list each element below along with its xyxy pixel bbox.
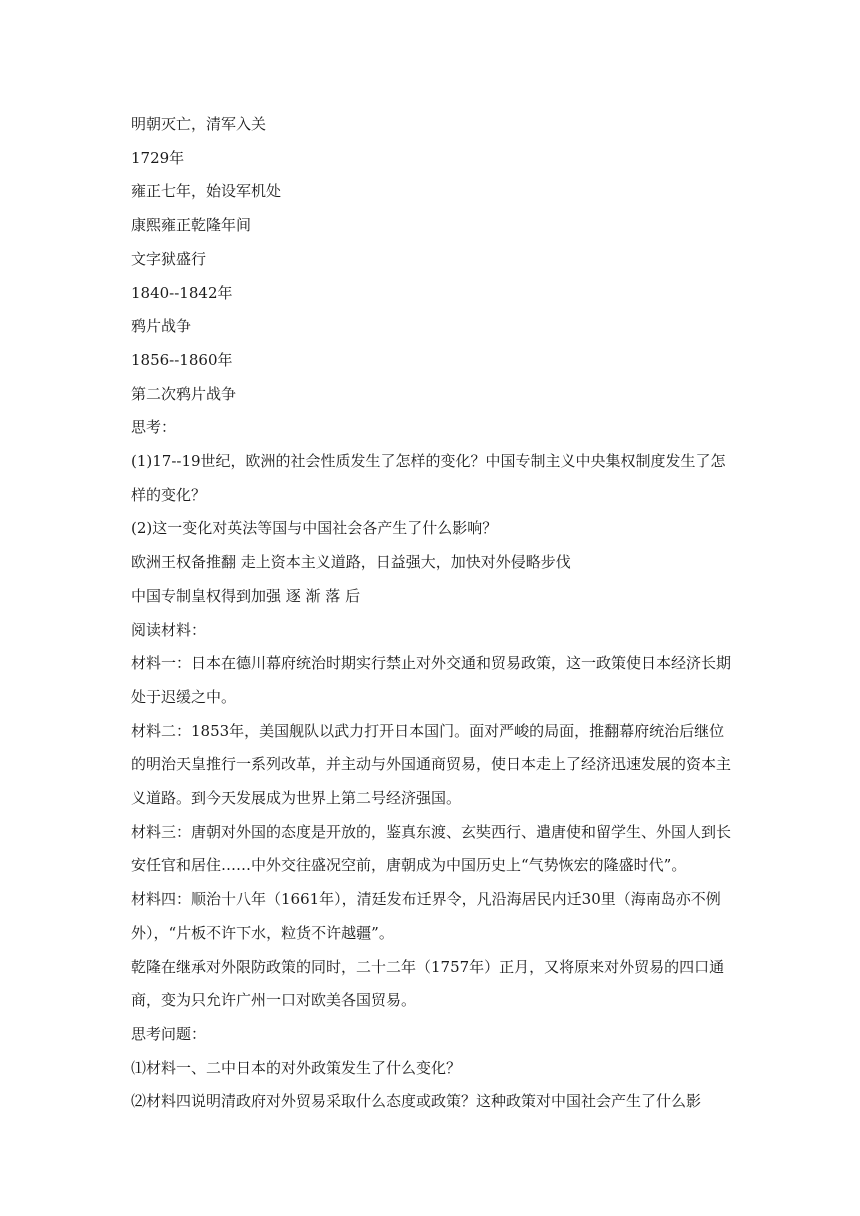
text-line: 第二次鸦片战争 [131,384,237,403]
material-line: 的明治天皇推行一系列改革，并主动与外国通商贸易，使日本走上了经济迅速发展的资本主 [131,755,732,774]
question-line: ⑵材料四说明清政府对外贸易采取什么态度或政策？这种政策对中国社会产生了什么影 [131,1092,702,1111]
section-heading: 思考： [131,418,177,437]
material-line: 材料一：日本在德川幕府统治时期实行禁止对外交通和贸易政策，这一政策使日本经济长期 [131,654,732,673]
text-line: 雍正七年，始设军机处 [131,182,282,201]
section-heading: 思考问题： [131,1024,207,1043]
text-line: 1840--1842年 [131,283,233,302]
material-line: 商，变为只允许广州一口对欧美各国贸易。 [131,991,417,1010]
text-line: 1856--1860年 [131,350,233,369]
answer-line: 中国专制皇权得到加强 逐 渐 落 后 [131,586,361,605]
text-line: 康熙雍正乾隆年间 [131,216,252,235]
material-line: 处于迟缓之中。 [131,687,237,706]
material-line: 材料三：唐朝对外国的态度是开放的，鉴真东渡、玄奘西行、遣唐使和留学生、外国人到长 [131,822,732,841]
material-line: 材料二：1853年，美国舰队以武力打开日本国门。面对严峻的局面，推翻幕府统治后继位 [131,721,725,740]
material-line: 外），“片板不许下水，粒货不许越疆”。 [131,923,394,942]
question-line: 样的变化？ [131,485,207,504]
text-line: 1729年 [131,148,185,167]
answer-line: 欧洲王权备推翻 走上资本主义道路，日益强大，加快对外侵略步伐 [131,553,571,572]
question-line: (2)这一变化对英法等国与中国社会各产生了什么影响？ [131,519,498,538]
material-line: 义道路。到今天发展成为世界上第二号经济强国。 [131,789,462,808]
text-line: 明朝灭亡，清军入关 [131,115,267,133]
question-line: ⑴材料一、二中日本的对外政策发生了什么变化？ [131,1058,462,1077]
text-line: 文字狱盛行 [131,249,207,268]
material-line: 安任官和居住……中外交往盛况空前，唐朝成为中国历史上“气势恢宏的隆盛时代”。 [131,856,687,875]
material-line: 材料四：顺治十八年（1661年），清廷发布迁界令，凡沿海居民内迁30里（海南岛亦不例 [131,890,721,909]
section-heading: 阅读材料： [131,620,207,639]
material-line: 乾隆在继承对外限防政策的同时，二十二年（1757年）正月，又将原来对外贸易的四口通 [131,957,725,976]
question-line: (1)17--19世纪，欧洲的社会性质发生了怎样的变化？中国专制主义中央集权制度发生了怎 [131,452,726,471]
text-line: 鸦片战争 [131,317,192,336]
document-page [131,108,731,1119]
